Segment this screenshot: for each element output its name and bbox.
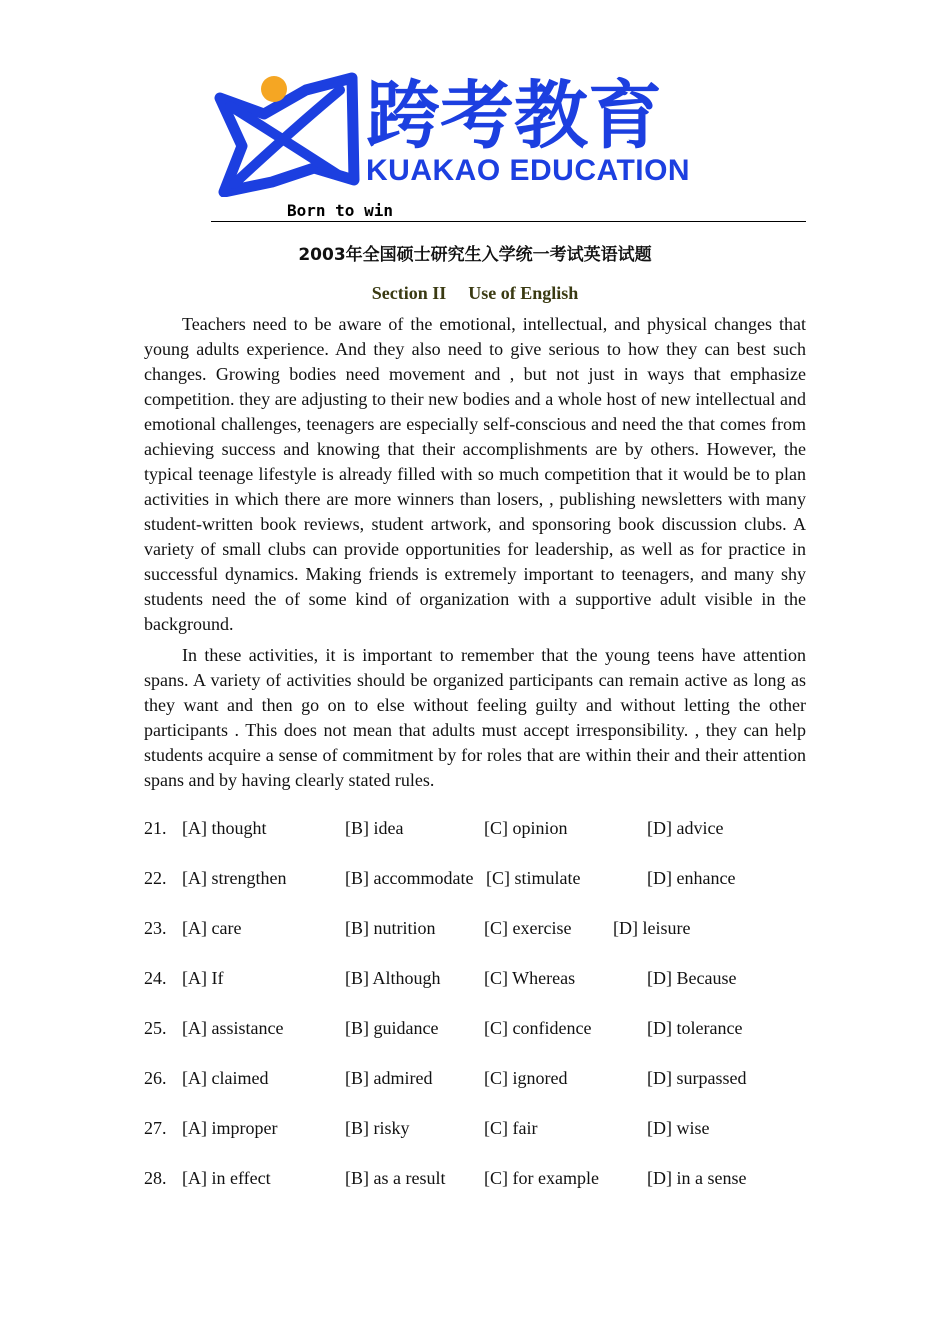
question-number: 21. [144,818,167,838]
exam-title: 2003年全国硕士研究生入学统一考试英语试题 [298,245,652,265]
header-divider [211,221,806,222]
question-row [144,1016,806,1066]
option-d: [D] advice [647,818,724,838]
option-b: [B] admired [345,1068,433,1088]
slogan: Born to win [287,201,393,220]
option-b: [B] accommodate [345,868,474,888]
option-b: [B] Although [345,968,441,988]
option-a: [A] strengthen [182,868,287,888]
question-row [144,816,806,866]
section-heading [0,282,950,304]
question-row [144,1116,806,1166]
option-d: [D] in a sense [647,1168,747,1188]
option-a: [A] care [182,918,242,938]
question-number: 24. [144,968,167,988]
option-c: [C] fair [484,1118,538,1138]
logo-english-text: KUAKAO EDUCATION [366,154,691,187]
option-c: [C] ignored [484,1068,568,1088]
question-number: 26. [144,1068,167,1088]
option-d: [D] surpassed [647,1068,747,1088]
question-list [144,816,806,1216]
option-a: [A] thought [182,818,267,838]
section-name: Use of English [468,283,579,303]
question-row [144,966,806,1016]
passage-paragraph-1: Teachers need to be aware of the emotional, intellectual, and physical changes that young adults experience. And they also need to give serious to how they can best such changes. Growing bodies need movement and , but not just in ways that emphasize competition. they are adjusting to their new bodies and a whole host of new intellectual and emotional challenges, teenagers are especially self-conscious and need the that comes from achieving success and knowing that their accomplishments are by others. However, the typical teenage lifestyle is already filled with so much competition that it would be to plan activities in which there are more winners than losers, , publishing newsletters with many student-written book reviews, student artwork, and sponsoring book discussion clubs. A variety of small clubs can provide opportunities for leadership, as well as for practice in successful dynamics. Making friends is extremely important to teenagers, and many shy students need the of some kind of organization with a supportive adult visible in the background. [144,314,806,634]
option-c: [C] confidence [484,1018,592,1038]
option-a: [A] assistance [182,1018,284,1038]
question-row [144,1166,806,1216]
option-b: [B] guidance [345,1018,439,1038]
option-a: [A] in effect [182,1168,271,1188]
option-d: [D] tolerance [647,1018,743,1038]
option-a: [A] claimed [182,1068,269,1088]
option-b: [B] risky [345,1118,410,1138]
option-c: [C] for example [484,1168,599,1188]
passage-paragraph-2: In these activities, it is important to remember that the young teens have attention spans. A variety of activities should be organized participants can remain active as long as they want and then go on to else without feeling guilty and without letting the other participants . This does not mean that adults must accept irresponsibility. , they can help students acquire a sense of commitment by for roles that are within their and their attention spans and by having clearly stated rules. [144,645,806,790]
option-c: [C] Whereas [484,968,576,988]
question-number: 23. [144,918,167,938]
question-row [144,1066,806,1116]
question-number: 25. [144,1018,167,1038]
question-number: 27. [144,1118,167,1138]
kuakao-logo [214,72,691,197]
question-row [144,866,806,916]
question-row [144,916,806,966]
option-b: [B] nutrition [345,918,436,938]
question-number: 28. [144,1168,167,1188]
option-d: [D] enhance [647,868,736,888]
option-d: [D] Because [647,968,737,988]
option-b: [B] idea [345,818,404,838]
option-c: [C] exercise [484,918,572,938]
logo-chinese-text: 跨考教育 [366,73,662,159]
option-d: [D] wise [647,1118,710,1138]
option-a: [A] If [182,968,224,988]
option-d: [D] leisure [613,918,691,938]
section-part: Section II [371,283,447,303]
option-a: [A] improper [182,1118,278,1138]
kuakao-emblem-icon [214,72,364,197]
passage [144,312,806,799]
option-c: [C] stimulate [486,868,581,888]
question-number: 22. [144,868,167,888]
option-b: [B] as a result [345,1168,446,1188]
option-c: [C] opinion [484,818,568,838]
